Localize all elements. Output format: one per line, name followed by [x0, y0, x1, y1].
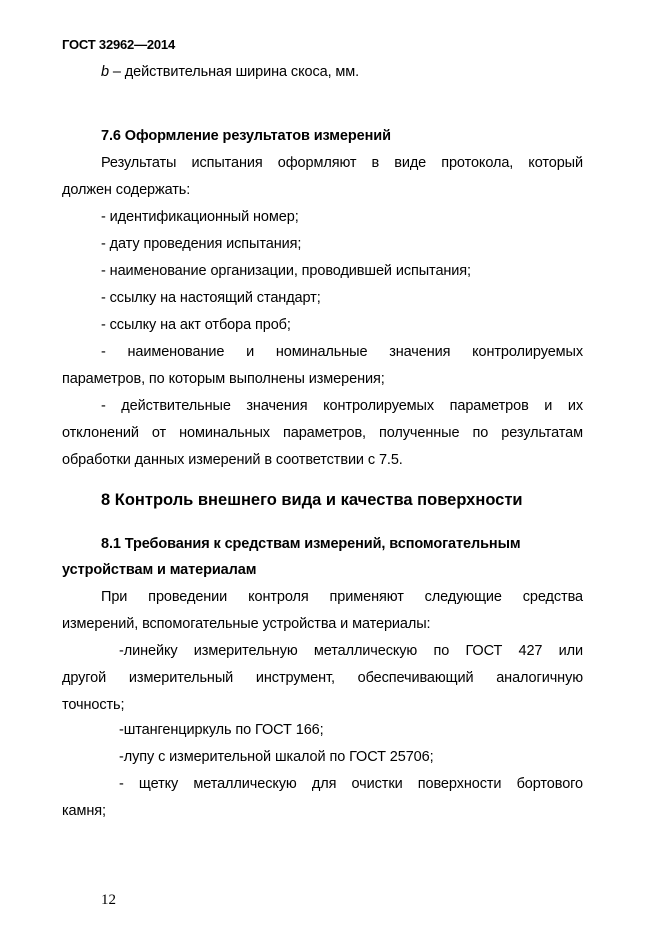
- section-8-1-intro-line-2: измерений, вспомогательные устройства и материалы:: [62, 616, 431, 632]
- section-8-heading: 8 Контроль внешнего вида и качества поверхности: [101, 491, 523, 509]
- section-8-1-heading-line-2: устройствам и материалам: [62, 562, 257, 578]
- list-item: - наименование организации, проводившей испытания;: [101, 263, 471, 279]
- list-item-6-line-2: параметров, по которым выполнены измерения;: [62, 371, 385, 387]
- list-item-6-line-1: - наименование и номинальные значения контролируемых: [101, 344, 583, 360]
- list-item: - ссылку на настоящий стандарт;: [101, 290, 321, 306]
- document-code-header: ГОСТ 32962—2014: [62, 37, 175, 52]
- tool-item-2: -штангенциркуль по ГОСТ 166;: [119, 722, 324, 738]
- definition-text: – действительная ширина скоса, мм.: [108, 64, 360, 80]
- section-7-6-heading: 7.6 Оформление результатов измерений: [101, 128, 391, 144]
- variable-b: b: [101, 64, 109, 80]
- section-8-1-intro-line-1: При проведении контроля применяют следующие средства: [101, 589, 583, 605]
- list-item: - идентификационный номер;: [101, 209, 299, 225]
- list-item-7-line-2: отклонений от номинальных параметров, полученные по результатам: [62, 425, 583, 441]
- section-7-6-intro-line-2: должен содержать:: [62, 182, 191, 198]
- bevel-width-definition: [101, 63, 583, 81]
- list-item-7-line-3: обработки данных измерений в соответствии с 7.5.: [62, 452, 403, 468]
- section-7-6-intro-line-1: Результаты испытания оформляют в виде протокола, который: [101, 155, 583, 171]
- page-number: 12: [101, 892, 116, 908]
- tool-item-3: -лупу с измерительной шкалой по ГОСТ 25706;: [119, 749, 434, 765]
- section-8-1-heading-line-1: 8.1 Требования к средствам измерений, вспомогательным: [101, 536, 521, 552]
- tool-item-4-line-2: камня;: [62, 803, 106, 819]
- list-item: - ссылку на акт отбора проб;: [101, 317, 291, 333]
- tool-item-1-line-2: другой измерительный инструмент, обеспечивающий аналогичную: [62, 670, 583, 686]
- list-item-7-line-1: - действительные значения контролируемых параметров и их: [101, 398, 583, 414]
- list-item: - дату проведения испытания;: [101, 236, 302, 252]
- tool-item-4-line-1: - щетку металлическую для очистки поверхности бортового: [119, 776, 583, 792]
- tool-item-1-line-3: точность;: [62, 697, 125, 713]
- tool-item-1-line-1: -линейку измерительную металлическую по ГОСТ 427 или: [119, 643, 583, 659]
